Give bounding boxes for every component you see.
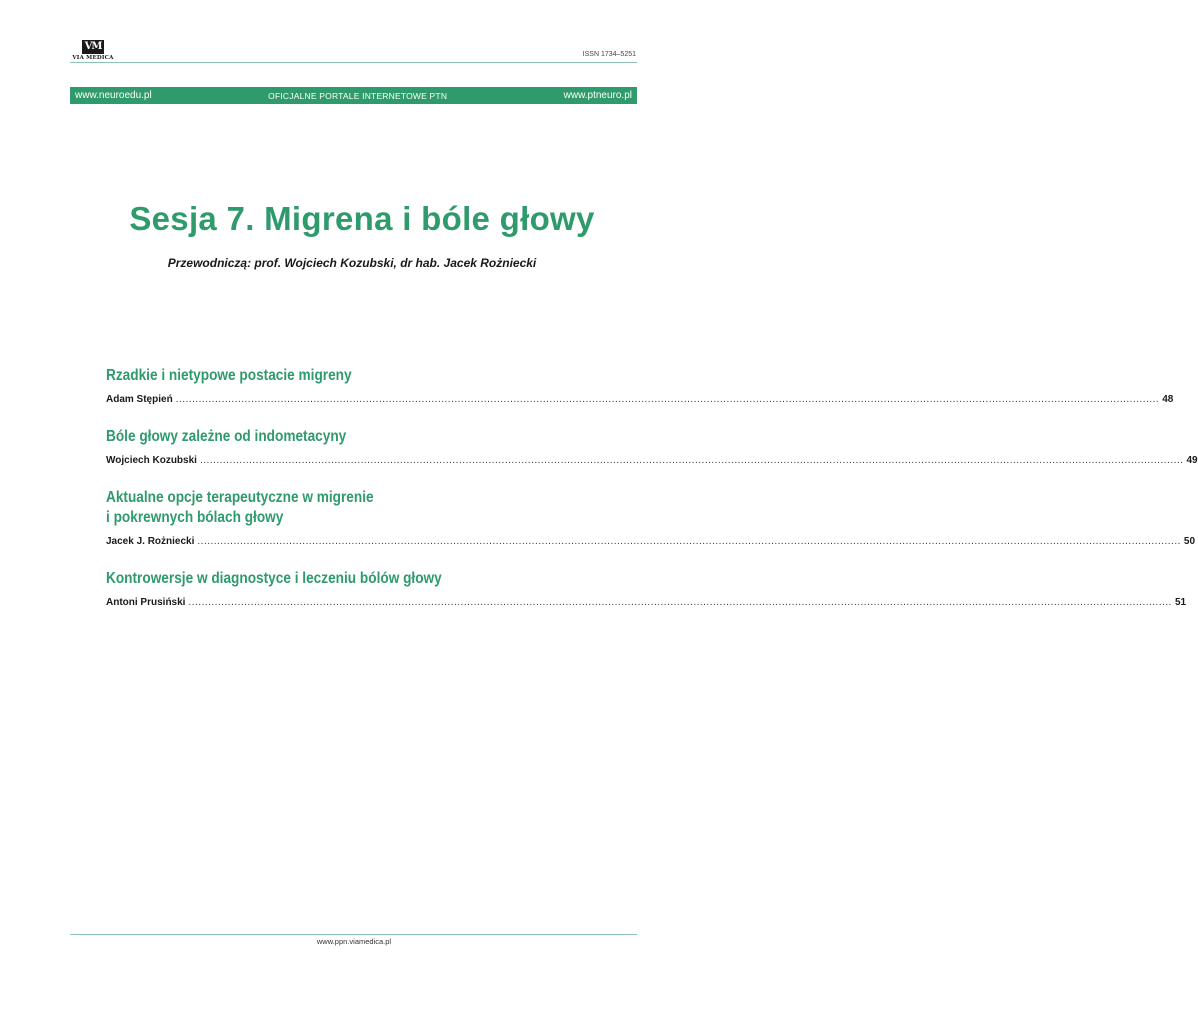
banner-caption: OFICJALNE PORTALE INTERNETOWE PTN bbox=[268, 90, 448, 101]
footer-url[interactable]: www.ppn.viamedica.pl bbox=[316, 937, 392, 946]
neuroedu-link[interactable]: www.neuroedu.pl bbox=[75, 90, 152, 101]
dot-leader: ............................................................................................................................................................................................................................................................................................................ bbox=[197, 536, 1181, 547]
toc-entry-line bbox=[106, 455, 1198, 466]
header-divider bbox=[70, 62, 637, 63]
logo-mark: VM bbox=[82, 40, 104, 54]
toc-entry-line bbox=[106, 394, 1174, 405]
toc-entry bbox=[106, 427, 1198, 466]
toc-entry-line bbox=[106, 536, 1196, 547]
toc-entry bbox=[106, 569, 1187, 608]
logo-text: VIA MEDICA bbox=[72, 55, 114, 61]
issn-number: ISSN 1734–5251 bbox=[582, 51, 636, 58]
toc-entry-title: Kontrowersje w diagnostyce i leczeniu bólów głowy bbox=[106, 570, 442, 587]
via-medica-logo bbox=[70, 36, 116, 61]
toc-entry-author: Adam Stępień bbox=[106, 394, 173, 405]
footer-divider bbox=[70, 934, 637, 935]
toc-entry-author: Jacek J. Rożniecki bbox=[106, 536, 195, 547]
dot-leader: ............................................................................................................................................................................................................................................................................................................ bbox=[188, 597, 1172, 608]
toc-entry-page: 50 bbox=[1183, 536, 1196, 547]
dot-leader: ............................................................................................................................................................................................................................................................................................................ bbox=[199, 455, 1184, 466]
toc-entry-page: 48 bbox=[1162, 394, 1174, 405]
toc-entry-line bbox=[106, 597, 1187, 608]
toc-entry-page: 49 bbox=[1186, 455, 1198, 466]
portal-banner bbox=[70, 87, 637, 104]
toc-entry-author: Antoni Prusiński bbox=[106, 597, 186, 608]
toc-entry-title: Bóle głowy zależne od indometacyny bbox=[106, 428, 347, 445]
toc-entry-title-continued: i pokrewnych bólach głowy bbox=[106, 509, 284, 526]
toc-entry-author: Wojciech Kozubski bbox=[106, 455, 197, 466]
toc-entry bbox=[106, 366, 1174, 405]
table-of-contents bbox=[106, 366, 1198, 630]
toc-entry bbox=[106, 488, 1196, 547]
dot-leader: ............................................................................................................................................................................................................................................................................................................ bbox=[175, 394, 1160, 405]
session-title: Sesja 7. Migrena i bóle głowy bbox=[129, 200, 595, 237]
toc-entry-title: Aktualne opcje terapeutyczne w migrenie bbox=[106, 489, 374, 506]
toc-entry-title: Rzadkie i nietypowe postacie migreny bbox=[106, 367, 352, 384]
toc-entry-page: 51 bbox=[1174, 597, 1187, 608]
session-chairs: Przewodniczą: prof. Wojciech Kozubski, dr hab. Jacek Rożniecki bbox=[167, 256, 537, 270]
ptneuro-link[interactable]: www.ptneuro.pl bbox=[563, 90, 632, 101]
